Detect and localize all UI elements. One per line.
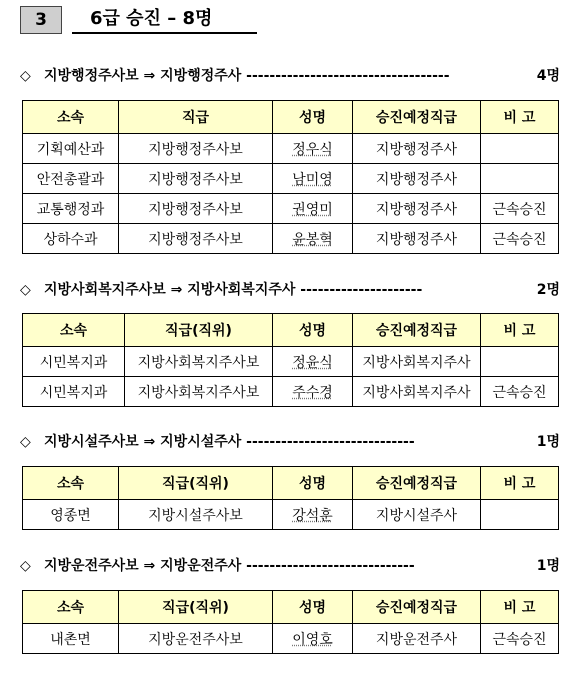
col-header: 성명 <box>273 467 353 500</box>
col-header: 비 고 <box>481 101 559 134</box>
table-row: 기획예산과 지방행정주사보 정우식 지방행정주사 <box>23 134 559 164</box>
table-header-row <box>23 467 559 500</box>
table-row: 상하수과 지방행정주사보 윤봉혁 지방행정주사 근속승진 <box>23 224 559 254</box>
table-row: 교통행정과 지방행정주사보 권영미 지방행정주사 근속승진 <box>23 194 559 224</box>
diamond-icon: ◇ <box>20 282 31 298</box>
group-count: 4명 <box>536 68 560 84</box>
col-header: 승진예정직급 <box>353 101 481 134</box>
section-number: 3 <box>20 6 62 34</box>
table-row: 영종면 지방시설주사보 강석훈 지방시설주사 <box>23 500 559 530</box>
table-row: 시민복지과 지방사회복지주사보 주수경 지방사회복지주사 근속승진 <box>23 377 559 407</box>
dotted-leader: --------------------- <box>300 282 423 298</box>
diamond-icon: ◇ <box>20 68 31 84</box>
col-header: 직급 <box>119 101 273 134</box>
col-header: 승진예정직급 <box>353 591 481 624</box>
col-header: 성명 <box>273 591 353 624</box>
section-title: 6급 승진 – 8명 <box>72 6 257 34</box>
promotion-table-welfare <box>22 313 559 407</box>
group-heading-admin: ◇ 지방행정주사보 ⇒ 지방행정주사 ----------------------------------- 4명 <box>20 68 560 84</box>
col-header: 직급(직위) <box>119 591 273 624</box>
table-row: 안전총괄과 지방행정주사보 남미영 지방행정주사 <box>23 164 559 194</box>
diamond-icon: ◇ <box>20 434 31 450</box>
dotted-leader: ----------------------------- <box>246 558 415 574</box>
table-header-row <box>23 591 559 624</box>
dotted-leader: ----------------------------- <box>246 434 415 450</box>
col-header: 승진예정직급 <box>353 467 481 500</box>
col-header: 소속 <box>23 467 119 500</box>
group-heading-welfare: ◇ 지방사회복지주사보 ⇒ 지방사회복지주사 --------------------- 2명 <box>20 282 560 298</box>
table-row: 내촌면 지방운전주사보 이영호 지방운전주사 근속승진 <box>23 624 559 654</box>
col-header: 소속 <box>23 314 125 347</box>
col-header: 성명 <box>273 314 353 347</box>
group-count: 1명 <box>536 558 560 574</box>
section-header <box>20 6 260 36</box>
table-header-row <box>23 101 559 134</box>
dotted-leader: ----------------------------------- <box>246 68 450 84</box>
group-count: 2명 <box>536 282 560 298</box>
col-header: 비 고 <box>481 467 559 500</box>
diamond-icon: ◇ <box>20 558 31 574</box>
promotion-table-driving <box>22 590 559 654</box>
group-heading-driving: ◇ 지방운전주사보 ⇒ 지방운전주사 ----------------------------- 1명 <box>20 558 560 574</box>
table-row: 시민복지과 지방사회복지주사보 정윤식 지방사회복지주사 <box>23 347 559 377</box>
col-header: 소속 <box>23 101 119 134</box>
col-header: 소속 <box>23 591 119 624</box>
col-header: 성명 <box>273 101 353 134</box>
col-header: 비 고 <box>481 314 559 347</box>
promotion-table-facility <box>22 466 559 530</box>
group-heading-facility: ◇ 지방시설주사보 ⇒ 지방시설주사 ----------------------------- 1명 <box>20 434 560 450</box>
col-header: 승진예정직급 <box>353 314 481 347</box>
table-header-row <box>23 314 559 347</box>
promotion-table-admin <box>22 100 559 254</box>
group-count: 1명 <box>536 434 560 450</box>
col-header: 비 고 <box>481 591 559 624</box>
col-header: 직급(직위) <box>125 314 273 347</box>
col-header: 직급(직위) <box>119 467 273 500</box>
